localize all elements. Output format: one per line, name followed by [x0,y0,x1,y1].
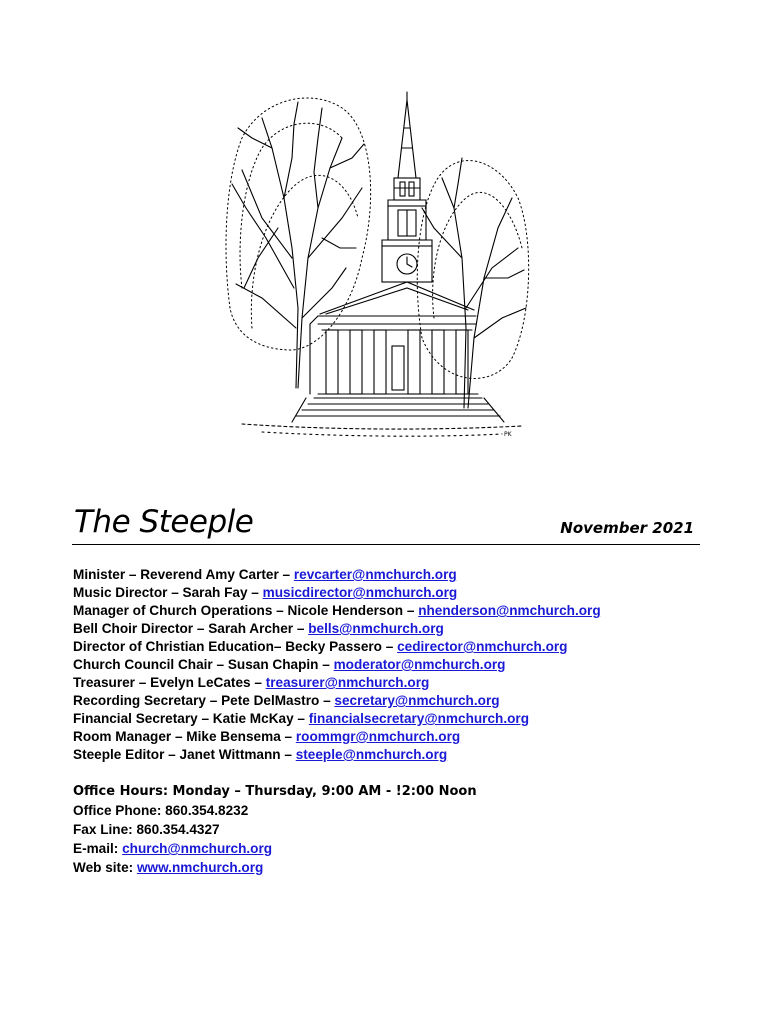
email-link[interactable]: steeple@nmchurch.org [295,747,448,762]
email-link[interactable]: revcarter@nmchurch.org [293,567,457,582]
staff-row-steeple-editor [73,746,713,764]
staff-row-minister [73,566,713,584]
fax-line: Fax Line: 860.354.4327 [73,822,220,837]
email-link[interactable]: nhenderson@nmchurch.org [418,603,601,618]
staff-label: Manager of Church Operations – Nicole Henderson – [73,603,419,618]
office-email-link[interactable]: church@nmchurch.org [122,841,273,856]
staff-label: Treasurer – Evelyn LeCates – [73,675,266,690]
church-illustration [222,88,534,440]
email-link[interactable]: secretary@nmchurch.org [334,693,500,708]
staff-label: Minister – Reverend Amy Carter – [73,567,294,582]
staff-row-music-director [73,584,713,602]
svg-text:PK: PK [504,431,512,438]
staff-row-operations-manager [73,602,713,620]
masthead [72,502,700,545]
columns [326,330,468,394]
email-link[interactable]: moderator@nmchurch.org [333,657,506,672]
staff-label: Church Council Chair – Susan Chapin – [73,657,334,672]
staff-label: Director of Christian Education– Becky Passero – [73,639,398,654]
staff-row-treasurer [73,674,713,692]
staff-row-room-manager [73,728,713,746]
office-phone: Office Phone: 860.354.8232 [73,803,249,818]
staff-row-council-chair [73,656,713,674]
issue-date: November 2021 [560,519,694,537]
staff-row-recording-secretary [73,692,713,710]
staff-label: Music Director – Sarah Fay – [73,585,263,600]
staff-directory [73,566,713,764]
email-link[interactable]: musicdirector@nmchurch.org [262,585,458,600]
email-link[interactable]: roommgr@nmchurch.org [295,729,461,744]
staff-label: Financial Secretary – Katie McKay – [73,711,309,726]
staff-row-christian-education [73,638,713,656]
staff-row-financial-secretary [73,710,713,728]
front-steps [292,398,504,422]
email-link[interactable]: bells@nmchurch.org [308,621,444,636]
left-tree [232,102,364,388]
office-contact [73,782,713,877]
email-link[interactable]: cedirector@nmchurch.org [397,639,568,654]
office-email [73,839,713,858]
website-link[interactable]: www.nmchurch.org [136,860,264,875]
church-building [242,282,522,438]
website [73,858,713,877]
right-tree [422,158,526,408]
email-link[interactable]: financialsecretary@nmchurch.org [308,711,530,726]
staff-label: Recording Secretary – Pete DelMastro – [73,693,335,708]
staff-row-bell-choir-director [73,620,713,638]
staff-label: Bell Choir Director – Sarah Archer – [73,621,309,636]
newsletter-title: The Steeple [74,504,254,540]
staff-label: Steeple Editor – Janet Wittmann – [73,747,296,762]
email-link[interactable]: treasurer@nmchurch.org [265,675,430,690]
office-hours: Office Hours: Monday – Thursday, 9:00 AM - !2:00 Noon [73,784,477,799]
steeple [382,92,432,282]
staff-label: Room Manager – Mike Bensema – [73,729,296,744]
email-label: E-mail: [73,841,123,856]
website-label: Web site: [73,860,137,875]
